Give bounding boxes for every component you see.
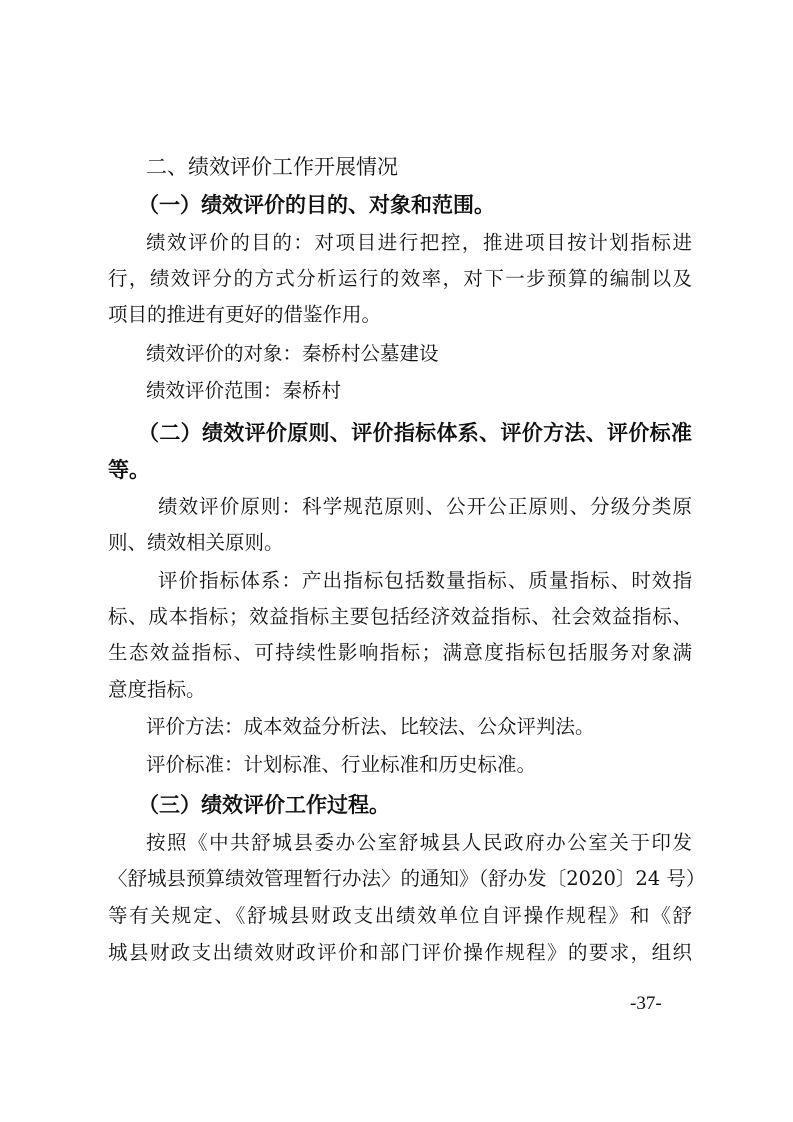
page-number: -37- (630, 993, 662, 1014)
paragraph-line: 意度指标。 (108, 678, 206, 701)
paragraph-line: 等有关规定、《舒城县财政支出绩效单位自评操作规程》和《舒 (108, 904, 692, 927)
section-heading: 二、绩效评价工作开展情况 (146, 155, 398, 179)
paragraph-line: 标、成本指标；效益指标主要包括经济效益指标、社会效益指标、 (108, 605, 692, 628)
paragraph-line: 绩效评价的对象：秦桥村公墓建设 (146, 342, 439, 365)
paragraph-line: 评价指标体系：产出指标包括数量指标、质量指标、时效指 (158, 569, 692, 592)
paragraph-line: 评价方法：成本效益分析法、比较法、公众评判法。 (146, 715, 595, 738)
paragraph-line: 评价标准：计划标准、行业标准和历史标准。 (146, 753, 537, 776)
paragraph-line: 则、绩效相关原则。 (108, 531, 284, 554)
paragraph-line: 绩效评价的目的：对项目进行把控，推进项目按计划指标进 (146, 231, 692, 254)
subsection-heading-2: （二）绩效评价原则、评价指标体系、评价方法、评价标准 (138, 421, 692, 445)
paragraph-line: 项目的推进有更好的借鉴作用。 (108, 303, 382, 326)
paragraph-line: 行，绩效评分的方式分析运行的效率，对下一步预算的编制以及 (108, 267, 692, 290)
paragraph-line: 绩效评价范围：秦桥村 (146, 379, 342, 402)
paragraph-line: 〈舒城县预算绩效管理暂行办法〉的通知》（舒办发〔2020〕24 号） (108, 867, 706, 890)
paragraph-line: 绩效评价原则：科学规范原则、公开公正原则、分级分类原 (158, 495, 692, 518)
subsection-heading-3: （三）绩效评价工作过程。 (138, 793, 390, 817)
paragraph-line: 按照《中共舒城县委办公室舒城县人民政府办公室关于印发 (146, 831, 692, 854)
paragraph-line: 城县财政支出绩效财政评价和部门评价操作规程》的要求，组织 (108, 941, 692, 964)
subsection-heading-1: （一）绩效评价的目的、对象和范围。 (138, 193, 495, 217)
paragraph-line: 生态效益指标、可持续性影响指标；满意度指标包括服务对象满 (108, 641, 692, 664)
subsection-heading-2-continued: 等。 (108, 458, 150, 482)
